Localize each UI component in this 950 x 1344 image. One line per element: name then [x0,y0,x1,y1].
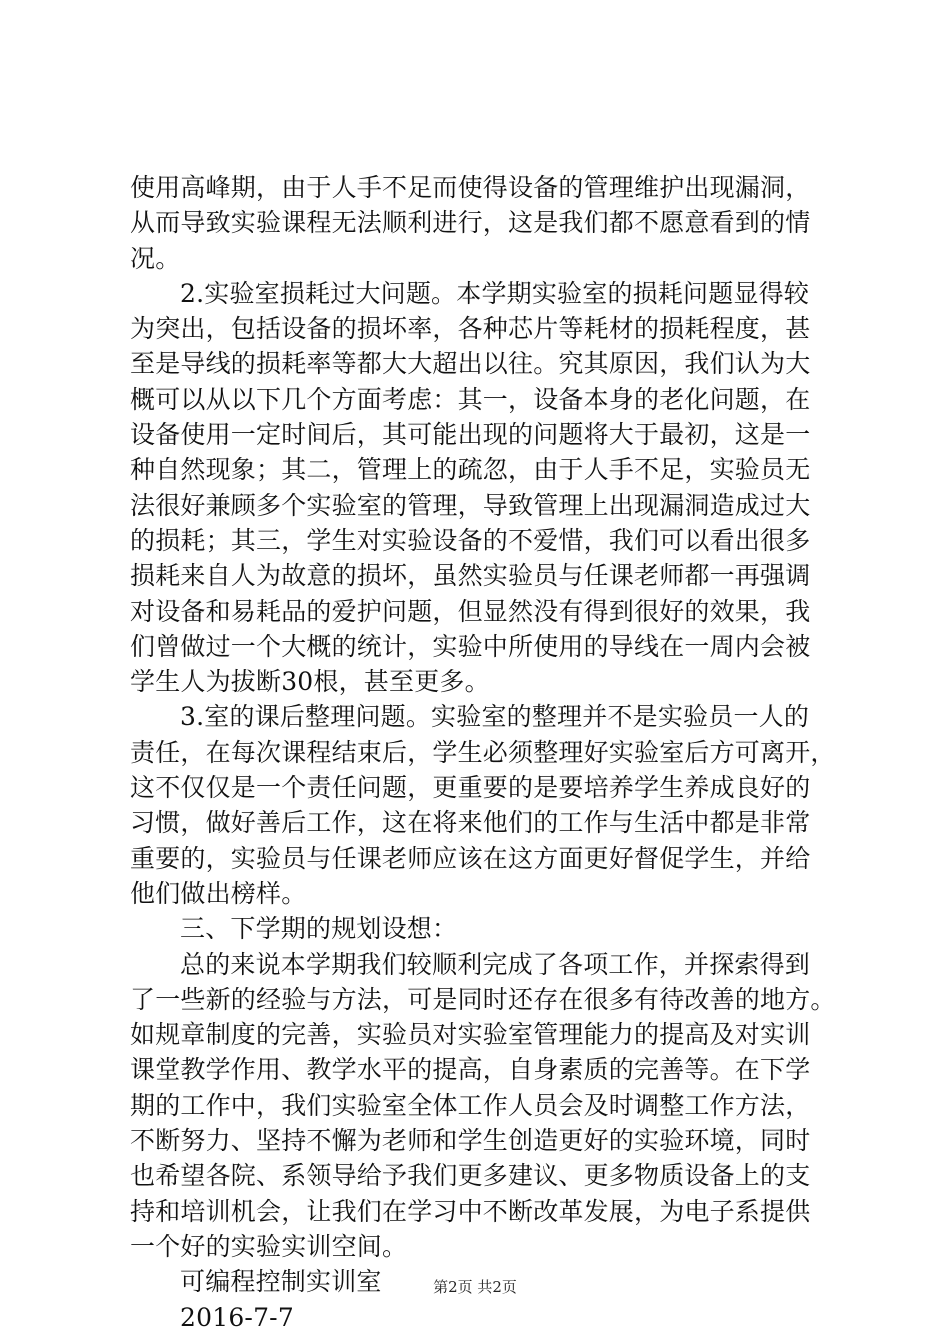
text-line: 不断努力、坚持不懈为老师和学生创造更好的实验环境，同时 [130,1126,811,1156]
text-line: 使用高峰期，由于人手不足而使得设备的管理维护出现漏洞， [130,173,811,202]
text-line: 对设备和易耗品的爱护问题，但显然没有得到很好的效果，我 [130,596,811,626]
text-line: 总的来说本学期我们较顺利完成了各项工作，并探索得到 [180,949,811,979]
text-line: 如规章制度的完善，实验员对实验室管理能力的提高及对实训 [130,1020,811,1050]
text-line: 重要的，实验员与任课老师应该在这方面更好督促学生，并给 [130,843,811,873]
text-line: 们曾做过一个大概的统计，实验中所使用的导线在一周内会被 [130,631,811,661]
text-line: 也希望各院、系领导给予我们更多建议、更多物质设备上的支 [130,1161,811,1191]
text-line: 习惯，做好善后工作，这在将来他们的工作与生活中都是非常 [130,808,811,838]
text-line: 的损耗；其三，学生对实验设备的不爱惜，我们可以看出很多 [130,525,811,555]
text-line: 2016-7-7 [180,1302,294,1332]
text-line: 他们做出榜样。 [130,878,307,908]
text-line: 法很好兼顾多个实验室的管理，导致管理上出现漏洞造成过大 [130,490,811,520]
text-line: 可编程控制实训室 [180,1267,382,1297]
text-line: 课堂教学作用、教学水平的提高，自身素质的完善等。在下学 [130,1055,811,1085]
page-footer: 第2页 共2页 [433,1278,517,1296]
text-line: 种自然现象；其二，管理上的疏忽，由于人手不足，实验员无 [130,455,811,485]
text-line: 从而导致实验课程无法顺利进行，这是我们都不愿意看到的情 [130,208,811,238]
text-line: 了一些新的经验与方法，可是同时还存在很多有待改善的地方。 [130,984,836,1014]
text-line: 概可以从以下几个方面考虑：其一，设备本身的老化问题，在 [130,384,811,414]
text-line: 持和培训机会，让我们在学习中不断改革发展，为电子系提供 [130,1196,811,1226]
text-line: 三、下学期的规划设想： [180,914,458,944]
text-line: 设备使用一定时间后，其可能出现的问题将大于最初，这是一 [130,420,811,450]
text-line: 期的工作中，我们实验室全体工作人员会及时调整工作方法， [130,1090,811,1120]
text-line: 损耗来自人为故意的损坏，虽然实验员与任课老师都一再强调 [130,561,811,591]
text-line: 责任，在每次课程结束后，学生必须整理好实验室后方可离开， [130,737,836,767]
text-line: 2.实验室损耗过大问题。本学期实验室的损耗问题显得较 [180,278,810,308]
text-line: 学生人为拔断30根，甚至更多。 [130,667,490,697]
text-line: 至是导线的损耗率等都大大超出以往。究其原因，我们认为大 [130,349,811,379]
text-line: 一个好的实验实训空间。 [130,1231,408,1261]
document-body [130,170,840,1335]
text-line: 3.室的课后整理问题。实验室的整理并不是实验员一人的 [180,702,810,732]
text-line: 为突出，包括设备的损坏率，各种芯片等耗材的损耗程度，甚 [130,314,811,344]
text-line: 况。 [130,243,181,273]
text-line: 这不仅仅是一个责任问题，更重要的是要培养学生养成良好的 [130,773,811,803]
